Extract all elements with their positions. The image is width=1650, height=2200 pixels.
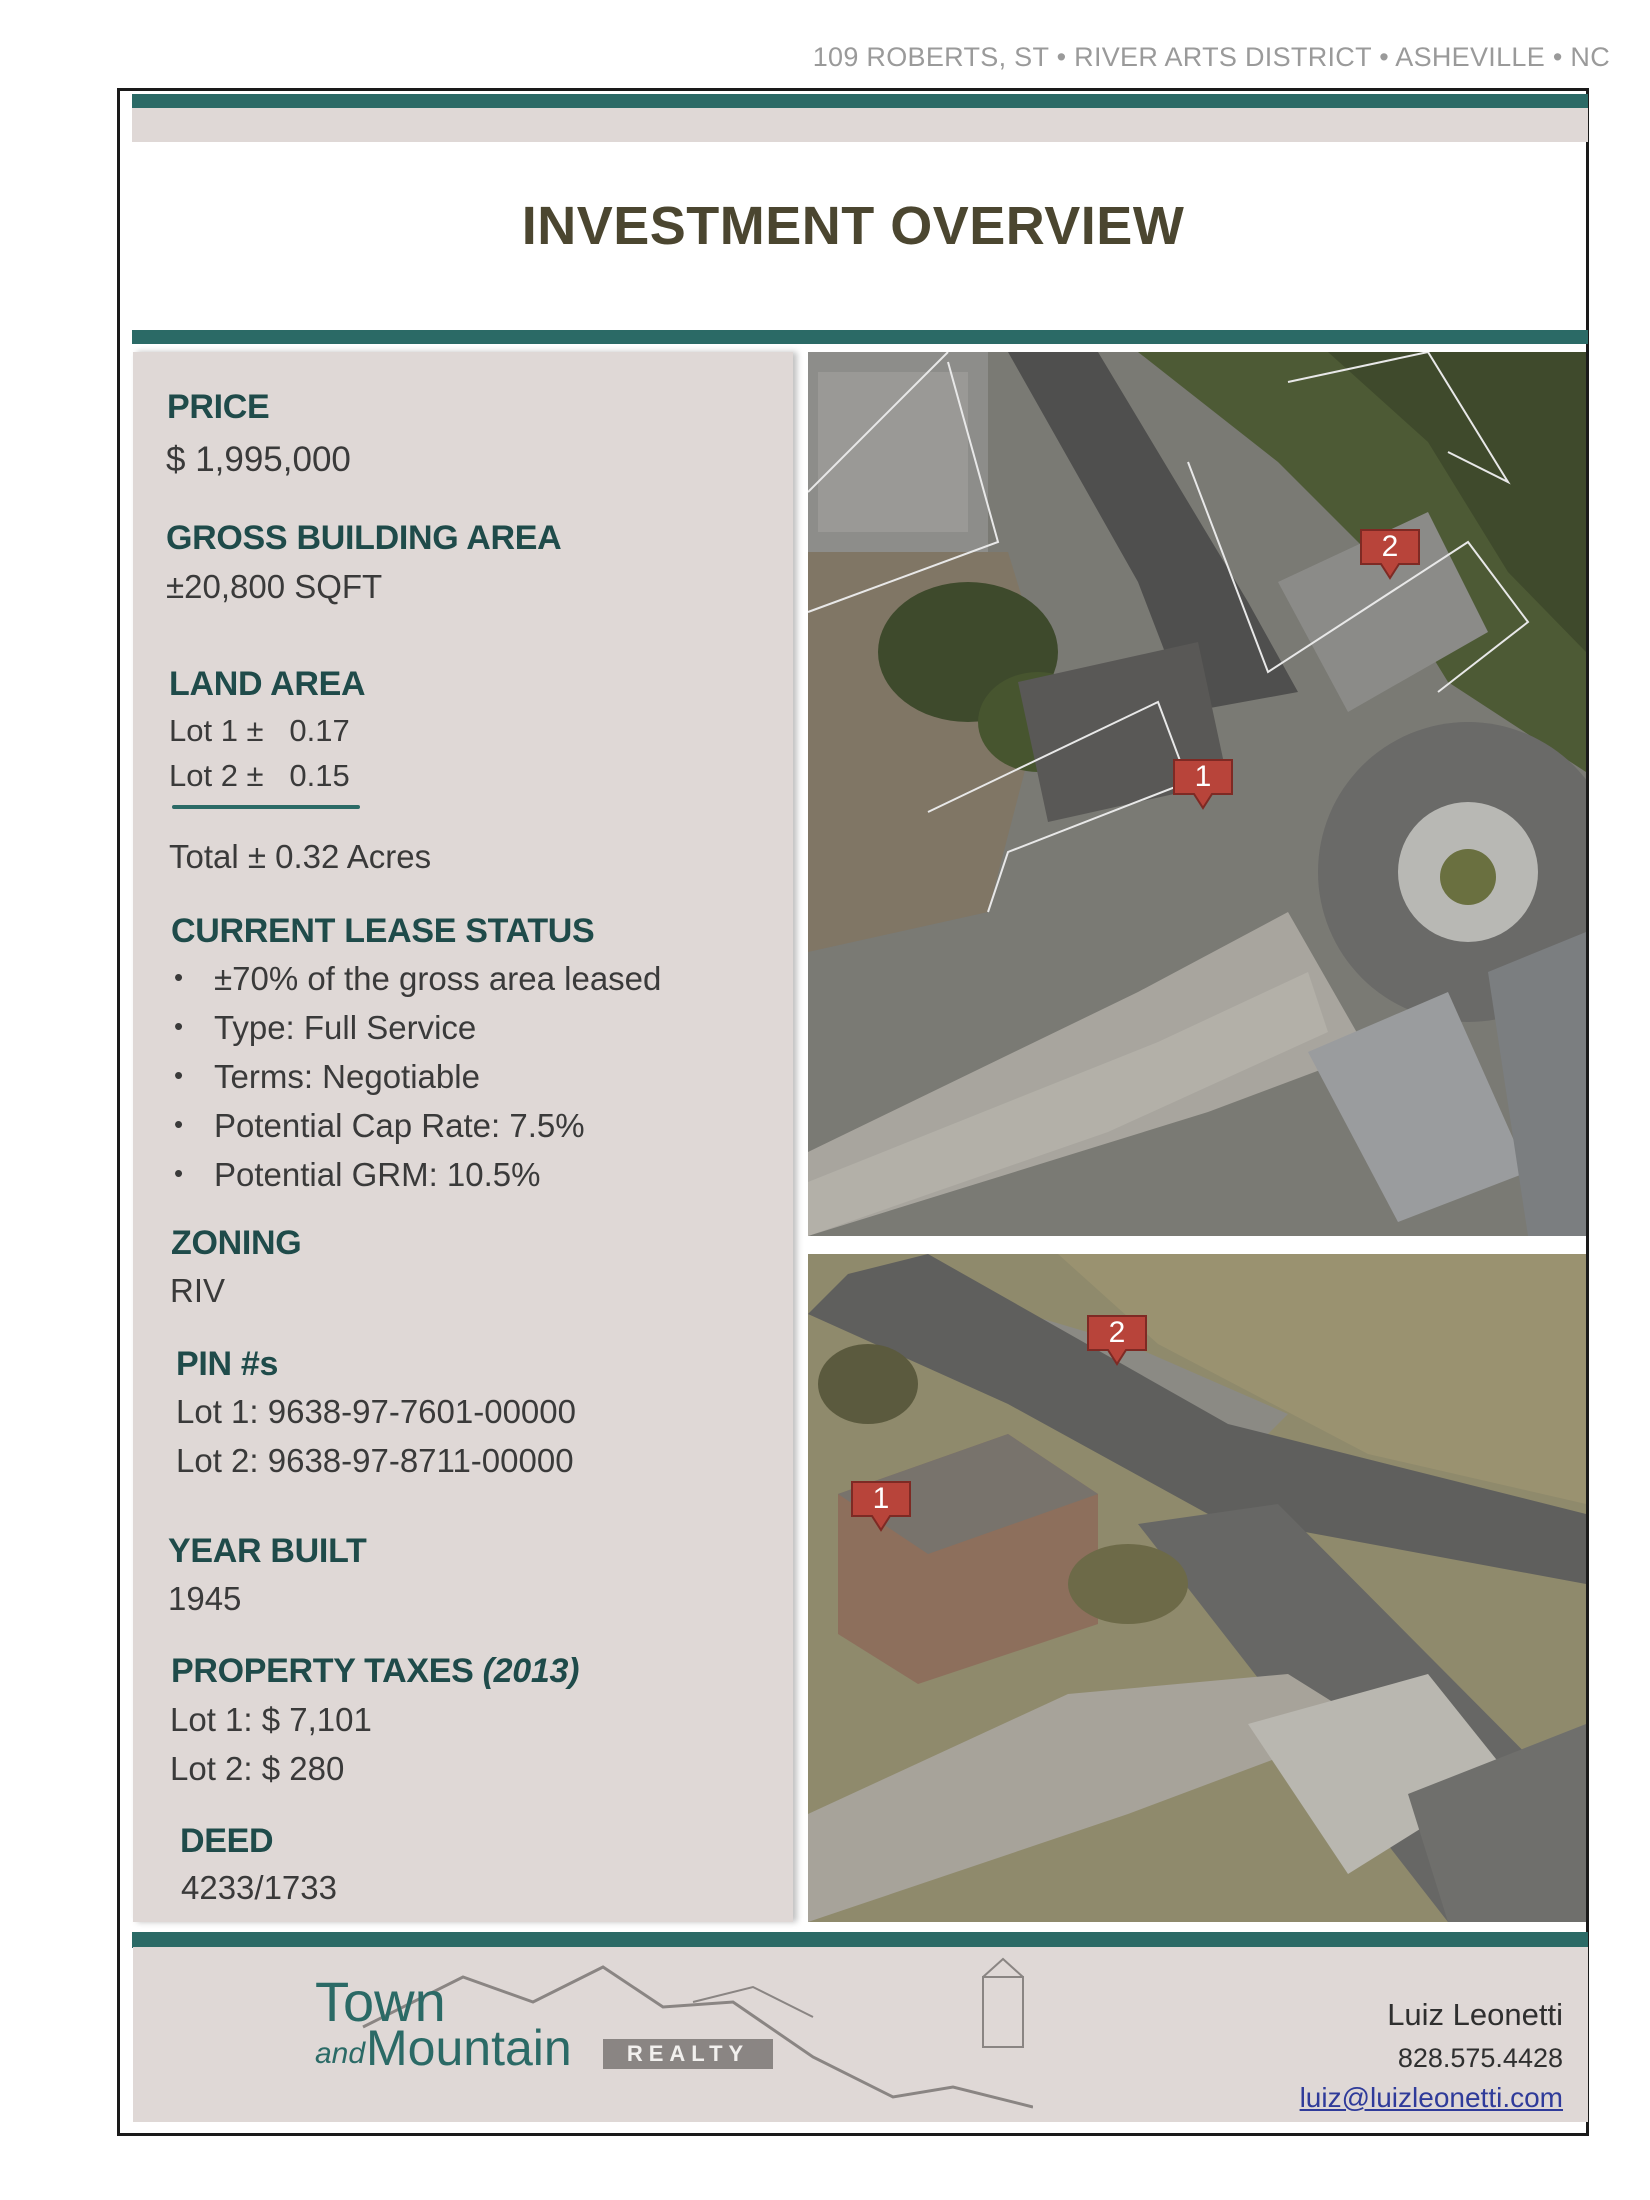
year-built-label: YEAR BUILT	[168, 1532, 367, 1570]
marker-label: 2	[1108, 1316, 1126, 1349]
lease-item	[174, 1058, 480, 1096]
price-value: $ 1,995,000	[166, 440, 351, 479]
land-lot2: Lot 2 ± 0.15	[169, 758, 350, 793]
year-built-value: 1945	[168, 1580, 242, 1617]
land-underline	[172, 805, 360, 809]
zoning-value: RIV	[170, 1272, 226, 1309]
deed-value: 4233/1733	[181, 1869, 337, 1906]
bullet-icon: •	[174, 1060, 184, 1090]
land-lot1: Lot 1 ± 0.17	[169, 713, 350, 748]
aerial-photo-bottom	[808, 1254, 1586, 1922]
tax-lot2: Lot 2: $ 280	[170, 1750, 345, 1787]
title-divider	[132, 330, 1588, 344]
zoning-label: ZONING	[171, 1224, 302, 1262]
land-area-label: LAND AREA	[169, 665, 366, 703]
map-marker-1[interactable]	[1172, 758, 1234, 810]
gba-label: GROSS BUILDING AREA	[166, 519, 562, 557]
bullet-icon: •	[174, 1109, 184, 1139]
lease-item-text: Potential Cap Rate: 7.5%	[214, 1107, 585, 1144]
pin-lot2: Lot 2: 9638-97-8711-00000	[176, 1442, 574, 1479]
top-teal-bar	[132, 94, 1588, 108]
price-label: PRICE	[167, 388, 270, 426]
property-taxes-year: (2013)	[482, 1652, 580, 1690]
property-taxes-label-text: PROPERTY TAXES	[171, 1652, 474, 1690]
marker-label: 1	[1194, 760, 1212, 793]
agent-name: Luiz Leonetti	[1387, 1997, 1563, 2032]
logo-and: and	[315, 2037, 366, 2070]
top-grey-bar	[132, 108, 1588, 142]
bullet-icon: •	[174, 962, 184, 992]
map-marker-2[interactable]	[1086, 1314, 1148, 1366]
agent-phone: 828.575.4428	[1397, 2043, 1563, 2073]
lease-status-label: CURRENT LEASE STATUS	[171, 912, 595, 950]
deed-label: DEED	[180, 1822, 274, 1860]
marker-label: 1	[872, 1482, 890, 1515]
aerial-bottom-illustration	[808, 1254, 1586, 1922]
lease-item-text: Terms: Negotiable	[214, 1058, 480, 1095]
aerial-photo-top	[808, 352, 1586, 1236]
page-title: INVESTMENT OVERVIEW	[521, 196, 1185, 256]
gba-value: ±20,800 SQFT	[166, 568, 383, 605]
map-marker-1[interactable]	[850, 1480, 912, 1532]
lease-item-text: Potential GRM: 10.5%	[214, 1156, 541, 1193]
logo-town: Town	[315, 1970, 446, 2033]
lease-item	[174, 960, 662, 998]
header-address: 109 ROBERTS, ST • RIVER ARTS DISTRICT • ASHEVILLE • NC	[812, 42, 1610, 72]
bullet-icon: •	[174, 1011, 184, 1041]
lease-item	[174, 1009, 477, 1047]
lease-item-text: ±70% of the gross area leased	[214, 960, 662, 997]
bullet-icon: •	[174, 1158, 184, 1188]
footer-teal-bar	[132, 1932, 1588, 1948]
agent-email-link[interactable]: luiz@luizleonetti.com	[1299, 2082, 1563, 2113]
mountain-skyline-icon	[133, 1947, 1033, 2122]
logo-realty: REALTY	[603, 2039, 773, 2069]
property-taxes-label	[171, 1652, 579, 1691]
logo-mountain: Mountain	[366, 2020, 572, 2076]
map-marker-2[interactable]	[1359, 528, 1421, 580]
pin-lot1: Lot 1: 9638-97-7601-00000	[176, 1393, 576, 1430]
lease-item	[174, 1156, 541, 1194]
lease-item-text: Type: Full Service	[214, 1009, 477, 1046]
marker-label: 2	[1381, 530, 1399, 563]
land-total: Total ± 0.32 Acres	[169, 838, 432, 875]
lease-item	[174, 1107, 585, 1145]
tax-lot1: Lot 1: $ 7,101	[170, 1701, 372, 1738]
pin-label: PIN #s	[176, 1345, 279, 1383]
footer	[133, 1947, 1588, 2122]
